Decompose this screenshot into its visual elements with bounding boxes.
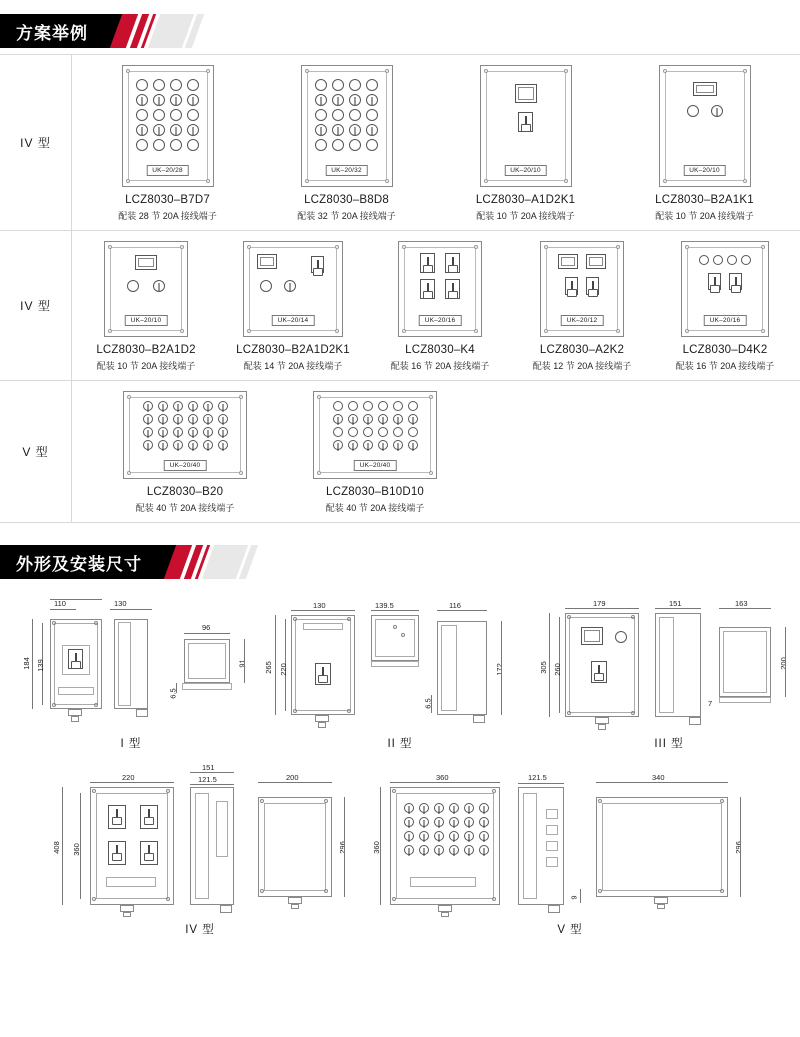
list-item[interactable] — [639, 65, 771, 222]
banner-stripes — [108, 14, 228, 48]
model-desc: 配装 16 节 20A 接线端子 — [390, 361, 490, 371]
terminal-tag: UK–20/10 — [683, 165, 726, 176]
terminal-tag: UK–20/14 — [272, 315, 315, 326]
terminal-tag: UK–20/12 — [561, 315, 604, 326]
dim-value: 6.5 — [168, 688, 178, 699]
model-label: LCZ8030–B8D8 — [304, 194, 389, 206]
dim-value: 9 — [569, 895, 579, 900]
dim-value: 360 — [371, 841, 381, 854]
dim-value: 305 — [538, 661, 548, 674]
dim-group-ii — [262, 591, 538, 751]
list-item[interactable] — [110, 391, 260, 514]
model-desc: 配装 40 节 20A 接线端子 — [325, 503, 425, 513]
list-item[interactable] — [86, 241, 206, 372]
model-label: LCZ8030–B7D7 — [125, 194, 210, 206]
dim-value: 130 — [114, 599, 127, 608]
model-desc: 配装 10 节 20A 接线端子 — [655, 211, 754, 221]
dim-group-label: I 型 — [120, 738, 142, 750]
section-header-dimensions — [0, 545, 800, 579]
dim-value: 116 — [449, 601, 461, 610]
model-desc: 配装 28 节 20A 接线端子 — [118, 211, 217, 221]
panel-drawing — [681, 241, 769, 337]
section-title-scheme: 方案举例 — [0, 14, 102, 48]
dim-value: 163 — [735, 599, 748, 608]
model-label: LCZ8030–B2A1D2K1 — [236, 344, 350, 356]
panel-drawing — [301, 65, 393, 187]
dim-value: 340 — [652, 773, 665, 782]
dim-value: 130 — [313, 601, 326, 610]
dim-value: 220 — [122, 773, 135, 782]
panel-drawing — [540, 241, 624, 337]
scheme-row — [0, 231, 800, 381]
list-item[interactable] — [380, 241, 500, 372]
list-item[interactable] — [300, 391, 450, 514]
model-label: LCZ8030–B2A1D2 — [96, 344, 196, 356]
dim-value: 408 — [51, 841, 61, 854]
section-title-dimensions: 外形及安装尺寸 — [0, 545, 156, 579]
list-item[interactable] — [460, 65, 592, 222]
dim-value: 151 — [202, 763, 215, 772]
model-desc: 配装 10 节 20A 接线端子 — [476, 211, 575, 221]
dim-value: 296 — [337, 841, 347, 854]
model-desc: 配装 10 节 20A 接线端子 — [96, 361, 196, 371]
model-desc: 配装 16 节 20A 接线端子 — [675, 361, 775, 371]
dim-value: 360 — [71, 843, 81, 856]
model-label: LCZ8030–K4 — [405, 344, 475, 356]
dim-value: 200 — [286, 773, 299, 782]
dim-value: 172 — [494, 663, 504, 676]
panel-drawing — [122, 65, 214, 187]
panel-drawing — [123, 391, 247, 479]
dim-value: 96 — [202, 623, 211, 632]
dim-value: 6.5 — [423, 698, 433, 709]
list-item[interactable] — [522, 241, 642, 372]
terminal-tag: UK–20/40 — [164, 460, 207, 471]
dim-value: 110 — [54, 599, 66, 608]
dim-value: 7 — [708, 699, 713, 708]
model-desc: 配装 14 节 20A 接线端子 — [243, 361, 343, 371]
dim-value: 296 — [733, 841, 743, 854]
panel-drawing — [480, 65, 572, 187]
row-label-iv: IV 型 — [0, 55, 72, 230]
model-label: LCZ8030–A1D2K1 — [475, 194, 576, 206]
panel-drawing — [104, 241, 188, 337]
model-label: LCZ8030–A2K2 — [539, 344, 625, 356]
model-label: LCZ8030–B20 — [146, 486, 224, 498]
scheme-row — [0, 55, 800, 231]
model-desc: 配装 12 节 20A 接线端子 — [532, 361, 632, 371]
list-item[interactable] — [102, 65, 234, 222]
model-label: LCZ8030–B2A1K1 — [655, 194, 754, 206]
scheme-row — [0, 381, 800, 523]
dim-group-label: V 型 — [557, 924, 583, 936]
row-label-v: V 型 — [0, 381, 72, 522]
panel-drawing — [659, 65, 751, 187]
panel-drawing — [398, 241, 482, 337]
panel-drawing — [313, 391, 437, 479]
scheme-table — [0, 54, 800, 523]
dim-value: 200 — [778, 657, 788, 670]
list-item[interactable] — [281, 65, 413, 222]
dim-value: 360 — [436, 773, 449, 782]
list-item[interactable] — [664, 241, 786, 372]
dim-value: 179 — [593, 599, 606, 608]
model-desc: 配装 32 节 20A 接线端子 — [297, 211, 396, 221]
dim-group-label: II 型 — [387, 738, 413, 750]
list-item[interactable] — [228, 241, 358, 372]
dim-group-label: IV 型 — [185, 924, 215, 936]
dim-group-iii — [538, 591, 800, 751]
dim-group-v — [370, 765, 770, 937]
terminal-tag: UK–20/28 — [146, 165, 189, 176]
section-header-scheme — [0, 14, 800, 48]
dim-value: 121.5 — [198, 775, 217, 784]
dim-value: 151 — [669, 599, 682, 608]
banner-stripes — [162, 545, 282, 579]
terminal-tag: UK–20/40 — [354, 460, 397, 471]
dim-group-label: III 型 — [654, 738, 684, 750]
dim-value: 139.5 — [375, 601, 394, 610]
dim-value: 260 — [552, 663, 562, 676]
dim-value: 265 — [263, 661, 273, 674]
panel-drawing — [243, 241, 343, 337]
terminal-tag: UK–20/10 — [504, 165, 547, 176]
row-label-iv-2: IV 型 — [0, 231, 72, 380]
terminal-tag: UK–20/16 — [704, 315, 747, 326]
model-desc: 配装 40 节 20A 接线端子 — [135, 503, 235, 513]
dim-value: 184 — [21, 657, 31, 670]
dim-group-i — [0, 591, 262, 751]
dim-value: 91 — [237, 659, 247, 668]
terminal-tag: UK–20/10 — [125, 315, 168, 326]
terminal-tag: UK–20/16 — [419, 315, 462, 326]
dim-value: 121.5 — [528, 773, 547, 782]
dim-value: 220 — [278, 663, 288, 676]
model-label: LCZ8030–B10D10 — [325, 486, 425, 498]
dimension-drawings — [0, 591, 800, 937]
dim-group-iv — [30, 765, 370, 937]
model-label: LCZ8030–D4K2 — [682, 344, 768, 356]
terminal-tag: UK–20/32 — [325, 165, 368, 176]
dim-value: 139 — [35, 659, 45, 672]
